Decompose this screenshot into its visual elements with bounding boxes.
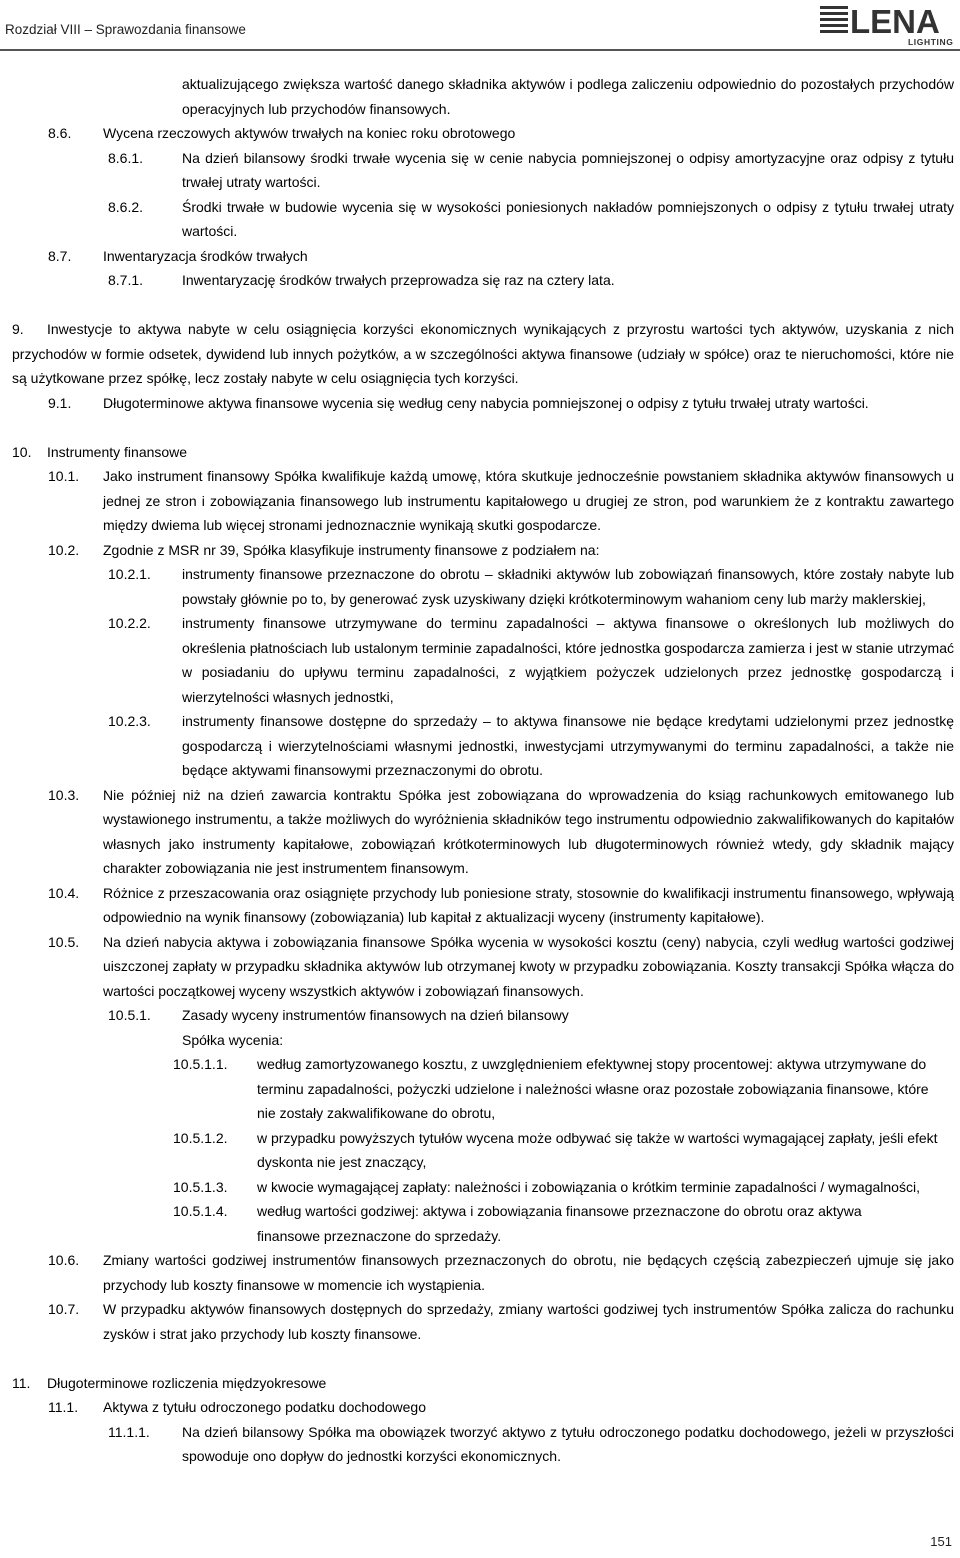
item-number: 10.5.1.1.	[173, 1056, 228, 1072]
item-number: 8.6.	[48, 125, 72, 141]
item-text: Środki trwałe w budowie wycenia się w wysokości poniesionych nakładów pomniejszonych o odpisy z tytułu trwałej utraty wartości.	[182, 198, 954, 239]
item-10-2-2	[12, 611, 954, 709]
item-number: 10.5.	[48, 933, 80, 950]
item-text: według zamortyzowanego kosztu, z uwzględnieniem efektywnej stopy procentowej: aktywa utrzymywane do terminu zapadalności, pożyczki udzielone i należności własne oraz pozostałe zobowiązania finansowe, które nie zostały zakwalifikowane do obrotu,	[257, 1056, 929, 1121]
item-number: 11.1.1.	[108, 1423, 150, 1440]
logo-text: LENA	[850, 3, 940, 40]
item-10-2-3	[12, 709, 954, 783]
item-text: Wycena rzeczowych aktywów trwałych na koniec roku obrotowego	[103, 125, 516, 141]
item-10-1	[12, 464, 954, 538]
item-number: 10.1.	[48, 468, 80, 484]
paragraph-continuation	[12, 72, 954, 121]
item-10-5-1	[12, 1003, 954, 1028]
lena-lighting-logo	[820, 2, 954, 46]
item-8-6	[12, 121, 954, 146]
item-number: 8.7.	[48, 247, 72, 264]
item-text: Długoterminowe aktywa finansowe wycenia się według ceny nabycia pomniejszonej o odpisy z tytułu trwałej utraty wartości.	[103, 394, 869, 411]
item-10-7	[12, 1297, 954, 1346]
item-number: 10.5.1.4.	[173, 1203, 228, 1219]
item-text: Różnice z przeszacowania oraz osiągnięte przychody lub poniesione straty, stosownie do kwalifikacji instrumentu finansowego, wpływają odpowiednio na wynik finansowy (zobowiązania) lub kapitał z aktualizacji wyceny (instrumenty kapitałowe).	[103, 884, 954, 925]
item-number: 10.3.	[48, 786, 80, 803]
header-divider	[0, 49, 960, 51]
item-text: Jako instrument finansowy Spółka kwalifikuje każdą umowę, która skutkuje jednocześnie powstaniem składnika aktywów finansowych u jednej ze stron i zobowiązania finansowego lub instrumentu kapitałowego u drugiej ze stron, pod warunkiem że z kontraktu zawartego między dwiema lub więcej stronami jednoznacznie wynikają skutki gospodarcze.	[103, 468, 954, 533]
item-text: Inwentaryzację środków trwałych przeprowadza się raz na cztery lata.	[182, 272, 615, 288]
paragraph-text: aktualizującego zwiększa wartość danego składnika aktywów i podlega zaliczeniu odpowiednio do pozostałych przychodów operacyjnych lub przychodów finansowych.	[182, 76, 954, 117]
item-text: Na dzień bilansowy środki trwałe wycenia się w cenie nabycia pomniejszonej o odpisy amortyzacyjne oraz odpisy z tytułu trwałej utraty wartości.	[182, 149, 954, 190]
page-header	[0, 0, 960, 56]
item-number: 10.5.1.3.	[173, 1178, 228, 1195]
item-number: 10.2.2.	[108, 615, 151, 631]
item-number: 11.1.	[48, 1399, 79, 1415]
item-8-6-1	[12, 146, 954, 195]
item-number: 10.2.1.	[108, 566, 151, 582]
item-10-6	[12, 1248, 954, 1297]
item-10-5-1-2	[12, 1126, 954, 1175]
item-9	[12, 317, 954, 391]
item-10-5-1-3	[12, 1175, 954, 1200]
item-10-5	[12, 930, 954, 1004]
item-10-5-1-4	[12, 1199, 954, 1248]
item-number: 10.	[12, 443, 32, 460]
item-number: 10.7.	[48, 1301, 80, 1317]
item-number: 8.6.2.	[108, 198, 144, 215]
item-number: 9.	[12, 321, 24, 337]
item-number: 8.6.1.	[108, 149, 144, 166]
item-11-1	[12, 1395, 954, 1420]
item-text: Na dzień nabycia aktywa i zobowiązania finansowe Spółka wycenia w wysokości kosztu (ceny) nabycia, czyli według wartości godziwej uiszczonej zapłaty w przypadku składnika aktywów lub otrzymanej kwoty w przypadku zobowiązania. Koszty transakcji Spółka włącza do wartości początkowej wyceny wszystkich aktywów i zobowiązań finansowych.	[103, 933, 954, 999]
item-text: według wartości godziwej: aktywa i zobowiązania finansowe przeznaczone do obrotu oraz aktywa finansowe przeznaczone do sprzedaży.	[257, 1203, 862, 1244]
item-10-3	[12, 783, 954, 881]
item-text: Instrumenty finansowe	[47, 443, 188, 460]
item-10-4	[12, 881, 954, 930]
item-11	[12, 1371, 954, 1396]
item-text: instrumenty finansowe przeznaczone do obrotu – składniki aktywów lub zobowiązań finansowych, które zostały nabyte lub powstały głównie po to, by generować zysk uzyskiwany dzięki krótkoterminowym wahaniom ceny lub marży maklerskiej,	[182, 566, 954, 607]
page-number: 151	[930, 1534, 952, 1549]
item-text: instrumenty finansowe utrzymywane do terminu zapadalności – aktywa finansowe o określonych lub możliwych do określenia płatnościach lub ustalonym terminie zapadalności, które jednostka gospodarcza zamierza i jest w stanie utrzymać w posiadaniu do upływu terminu zapadalności, z wyjątkiem pożyczek udzielonych przez jednostkę gospodarczą i wierzytelności własnych jednostki,	[182, 615, 954, 705]
item-number: 10.2.	[48, 541, 80, 558]
item-text: w przypadku powyższych tytułów wycena może odbywać się także w wartości wymagającej zapłaty, jeśli efekt dyskonta nie jest znaczący,	[257, 1129, 938, 1170]
section-title: Rozdział VIII – Sprawozdania finansowe	[5, 22, 246, 37]
item-8-7-1	[12, 268, 954, 293]
item-text: instrumenty finansowe dostępne do sprzedaży – to aktywa finansowe nie będące kredytami udzielonymi przez jednostkę gospodarczą i wierzytelnościami własnymi jednostki, inwestycjami utrzymywanymi do terminu zapadalności, a także nie będące aktywami finansowymi przeznaczonymi do obrotu.	[182, 713, 954, 778]
item-10-2	[12, 538, 954, 563]
item-text: W przypadku aktywów finansowych dostępnych do sprzedaży, zmiany wartości godziwej tych instrumentów Spółka zalicza do rachunku zysków i strat jako przychody lub koszty finansowe.	[103, 1301, 954, 1342]
item-number: 10.6.	[48, 1252, 80, 1268]
item-number: 10.5.1.	[108, 1007, 151, 1023]
item-10-5-1-1	[12, 1052, 954, 1126]
item-number: 10.2.3.	[108, 713, 151, 729]
item-10	[12, 440, 954, 465]
valuation-intro	[12, 1028, 954, 1053]
item-number: 10.5.1.2.	[173, 1129, 228, 1146]
item-text: Na dzień bilansowy Spółka ma obowiązek tworzyć aktywo z tytułu odroczonego podatku dochodowego, jeżeli w przyszłości spowoduje ono dopływ do jednostki korzyści ekonomicznych.	[182, 1423, 954, 1464]
item-9-1	[12, 391, 954, 416]
item-number: 9.1.	[48, 394, 72, 411]
logo-subtext: LIGHTING	[908, 37, 954, 46]
item-text: Inwestycje to aktywa nabyte w celu osiągnięcia korzyści ekonomicznych wynikających z przyrostu wartości tych aktywów, uzyskania z nich przychodów w formie odsetek, dywidend lub innych pożytków, a w szczególności aktywa finansowe (udziały w spółce) oraz te nieruchomości, które nie są użytkowane przez spółkę, lecz zostały nabyte w celu osiągnięcia tych korzyści.	[12, 321, 954, 386]
item-8-7	[12, 244, 954, 269]
item-number: 8.7.1.	[108, 272, 144, 288]
item-text: Nie później niż na dzień zawarcia kontraktu Spółka jest zobowiązana do wprowadzenia do ksiąg rachunkowych emitowanego lub wystawionego instrumentu, a także możliwych do wyróżnienia składników tego instrumentu odpowiednio zakwalifikowanych do kapitałów własnych jako instrumenty kapitałowe, zobowiązań krótkoterminowych lub długoterminowych również wtedy, gdy składnik mający charakter zobowiązania nie jest instrumentem finansowym.	[103, 786, 954, 876]
item-text: Zgodnie z MSR nr 39, Spółka klasyfikuje instrumenty finansowe z podziałem na:	[103, 541, 600, 558]
item-text: Aktywa z tytułu odroczonego podatku dochodowego	[103, 1399, 426, 1415]
item-text: w kwocie wymagającej zapłaty: należności i zobowiązania o krótkim terminie zapadalności / wymagalności,	[257, 1178, 920, 1195]
item-number: 10.4.	[48, 884, 80, 901]
document-body	[12, 72, 954, 1469]
item-8-6-2	[12, 195, 954, 244]
item-text: Długoterminowe rozliczenia międzyokresowe	[47, 1374, 327, 1391]
item-10-2-1	[12, 562, 954, 611]
item-text: Spółka wycenia:	[182, 1031, 284, 1048]
item-text: Inwentaryzacja środków trwałych	[103, 247, 308, 264]
item-text: Zmiany wartości godziwej instrumentów finansowych przeznaczonych do obrotu, nie będących częścią zabezpieczeń ujmuje się jako przychody lub koszty finansowe w momencie ich wystąpienia.	[103, 1252, 954, 1293]
item-number: 11.	[12, 1374, 31, 1391]
item-text: Zasady wyceny instrumentów finansowych na dzień bilansowy	[182, 1007, 569, 1023]
item-11-1-1	[12, 1420, 954, 1469]
